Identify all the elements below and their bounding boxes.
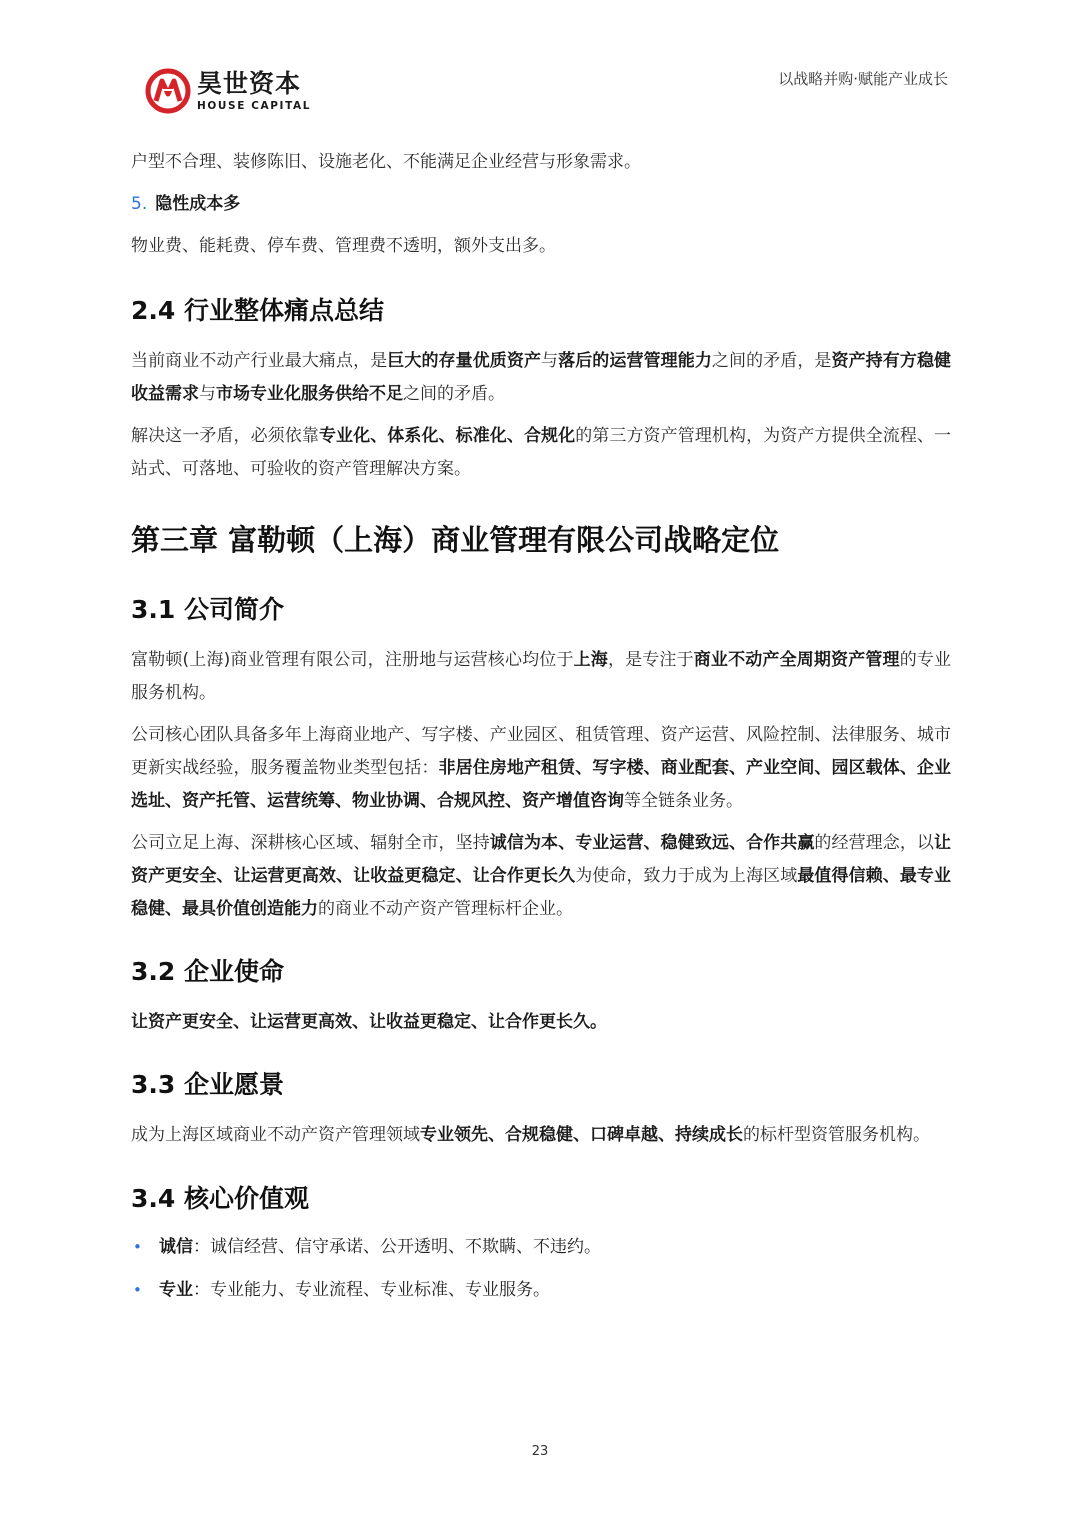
emphasis-text: 落后的运营管理能力 <box>558 351 712 371</box>
paragraph-vision <box>131 1119 951 1152</box>
bullet-dot-icon: • <box>133 1281 142 1299</box>
text-run: 与 <box>541 351 559 371</box>
paragraph-mission: 让资产更安全、让运营更高效、让收益更稳定、让合作更长久。 <box>131 1012 607 1032</box>
paragraph-pain-point-summary <box>131 345 951 411</box>
paragraph-philosophy <box>131 827 951 926</box>
chapter-heading-3: 第三章 富勒顿（上海）商业管理有限公司战略定位 <box>131 523 780 557</box>
list-item <box>131 1231 951 1264</box>
bullet-dot-icon: • <box>133 1238 142 1256</box>
text-run: 之间的矛盾，是 <box>711 351 832 371</box>
text-run: 为使命，致力于成为上海区域 <box>575 866 798 886</box>
text-run: 的经营理念，以 <box>814 833 935 853</box>
text-run: 与 <box>199 384 216 404</box>
section-heading-3-3: 3.3 企业愿景 <box>131 1070 284 1099</box>
value-label: 专业 <box>159 1280 193 1300</box>
emphasis-text: 市场专业化服务供给不足 <box>216 384 403 404</box>
text-run: 等全链条业务。 <box>624 791 743 811</box>
text-run: 公司核心团队具备多年上海商业地产、写字楼、产业园区、租赁管理、资产运营、风险控制、法律服务、城市更新实战经验，服务覆盖物业类型包括： <box>131 725 951 778</box>
value-label: 诚信 <box>159 1237 193 1257</box>
paragraph-team-services <box>131 719 951 818</box>
text-run: 解决这一矛盾，必须依靠 <box>131 426 319 446</box>
text-run: 公司立足上海、深耕核心区域、辐射全市，坚持 <box>131 833 490 853</box>
paragraph-unit-issues: 户型不合理、装修陈旧、设施老化、不能满足企业经营与形象需求。 <box>131 152 641 172</box>
text-run: 的标杆型资管服务机构。 <box>743 1125 930 1145</box>
emphasis-text: 专业化、体系化、标准化、合规化 <box>318 426 576 446</box>
paragraph-solution <box>131 420 951 486</box>
emphasis-text: 诚信为本、专业运营、稳健致远、合作共赢 <box>489 833 815 853</box>
text-run: ，是专注于 <box>607 650 694 670</box>
page-number: 23 <box>531 1444 549 1459</box>
house-capital-logo-icon <box>145 68 191 114</box>
value-text: ：专业能力、专业流程、专业标准、专业服务。 <box>193 1280 550 1300</box>
logo-english-name: HOUSE CAPITAL <box>197 99 312 112</box>
page-header <box>0 0 1080 130</box>
logo-chinese-name: 昊世资本 <box>197 68 302 98</box>
emphasis-text: 专业领先、合规稳健、口碑卓越、持续成长 <box>420 1125 743 1145</box>
text-run: 当前商业不动产行业最大痛点，是 <box>131 351 388 371</box>
section-heading-3-2: 3.2 企业使命 <box>131 957 284 986</box>
text-run: 的第三方资产管理机构，为资产方提供全流程、一站式、可落地、可验收的资产管理解决方案。 <box>131 426 952 479</box>
emphasis-text: 巨大的存量优质资产 <box>387 351 542 371</box>
company-logo <box>145 68 311 114</box>
item-title: 隐性成本多 <box>155 194 241 214</box>
emphasis-text: 资产持有方稳健收益需求 <box>131 351 952 404</box>
header-slogan: 以战略并购·赋能产业成长 <box>778 70 948 88</box>
paragraph-company-intro <box>131 644 951 710</box>
emphasis-text: 上海 <box>573 650 608 670</box>
text-run: 成为上海区域商业不动产资产管理领域 <box>131 1125 420 1145</box>
document-body <box>131 146 951 1307</box>
list-item <box>131 1274 951 1307</box>
text-run: 之间的矛盾。 <box>403 384 505 404</box>
text-run: 的商业不动产资产管理标杆企业。 <box>318 899 573 919</box>
numbered-item-5 <box>131 188 951 221</box>
text-run: 富勒顿(上海)商业管理有限公司，注册地与运营核心均位于 <box>131 650 574 670</box>
core-values-list <box>131 1231 951 1307</box>
section-heading-2-4: 2.4 行业整体痛点总结 <box>131 296 384 325</box>
text-run: 的专业服务机构。 <box>131 650 952 703</box>
emphasis-text: 让资产更安全、让运营更高效、让收益更稳定、让合作更长久 <box>131 833 952 886</box>
value-text: ：诚信经营、信守承诺、公开透明、不欺瞒、不违约。 <box>193 1237 601 1257</box>
paragraph-hidden-costs: 物业费、能耗费、停车费、管理费不透明，额外支出多。 <box>131 236 556 256</box>
emphasis-text: 商业不动产全周期资产管理 <box>693 650 900 670</box>
item-number: 5. <box>131 194 148 214</box>
section-heading-3-4: 3.4 核心价值观 <box>131 1184 309 1213</box>
section-heading-3-1: 3.1 公司简介 <box>131 595 284 624</box>
emphasis-text: 非居住房地产租赁、写字楼、商业配套、产业空间、园区载体、企业选址、资产托管、运营统筹、物业协调、合规风控、资产增值咨询 <box>131 758 951 811</box>
emphasis-text: 最值得信赖、最专业稳健、最具价值创造能力 <box>131 866 952 919</box>
